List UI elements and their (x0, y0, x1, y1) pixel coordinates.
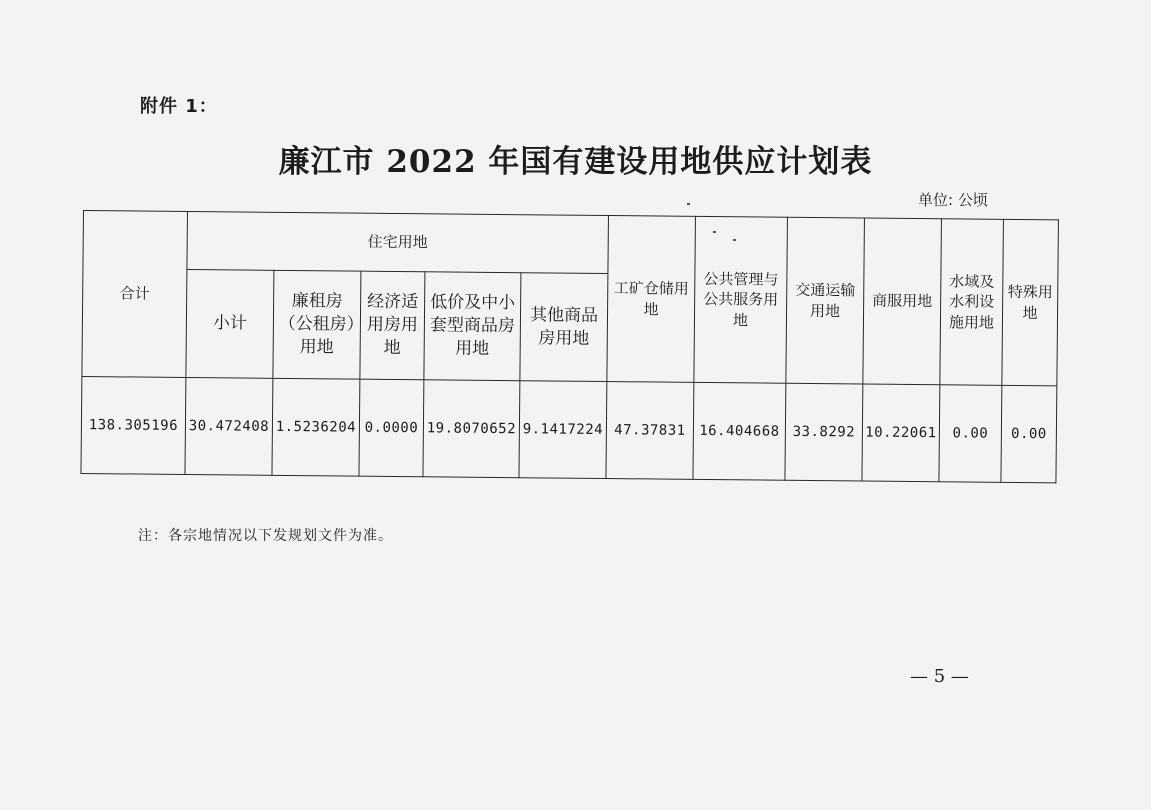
value-special: 0.00 (1001, 385, 1057, 483)
header-lowprice: 低价及中小套型商品房用地 (424, 272, 521, 381)
page-number: — 5 — (910, 666, 969, 687)
value-commercial: 10.22061 (862, 384, 940, 482)
page-title: 廉江市 2022 年国有建设用地供应计划表 (278, 144, 873, 180)
header-residential: 住宅用地 (187, 212, 609, 274)
footnote: 注：各宗地情况以下发规划文件为准。 (138, 528, 393, 544)
value-subtotal: 30.472408 (185, 377, 273, 475)
value-other: 9.1417224 (519, 381, 607, 479)
header-subtotal: 小计 (186, 270, 274, 379)
attachment-label: 附件 1： (140, 96, 218, 117)
value-public: 16.404668 (693, 382, 786, 480)
header-commercial: 商服用地 (863, 218, 942, 385)
value-lowprice: 19.8070652 (423, 380, 520, 478)
header-total: 合计 (82, 211, 188, 378)
header-water: 水域及水利设施用地 (940, 219, 1004, 386)
scan-speck (713, 231, 716, 233)
header-public: 公共管理与公共服务用地 (694, 216, 788, 383)
scan-speck (733, 239, 736, 241)
header-industrial: 工矿仓储用地 (607, 216, 696, 383)
land-supply-table (80, 210, 1059, 483)
header-transport: 交通运输用地 (786, 217, 865, 384)
unit-label: 单位: 公顷 (918, 191, 988, 209)
value-affordable: 0.0000 (359, 379, 424, 477)
value-total: 138.305196 (81, 376, 186, 474)
value-industrial: 47.37831 (606, 382, 694, 480)
value-lowrent: 1.5236204 (272, 378, 360, 476)
scan-speck (687, 203, 690, 205)
value-transport: 33.8292 (785, 383, 863, 481)
header-lowrent: 廉租房（公租房）用地 (273, 270, 361, 379)
value-water: 0.00 (939, 385, 1002, 483)
header-other: 其他商品房用地 (520, 273, 608, 382)
header-affordable: 经济适用房用地 (360, 271, 425, 380)
header-special: 特殊用地 (1002, 219, 1059, 386)
